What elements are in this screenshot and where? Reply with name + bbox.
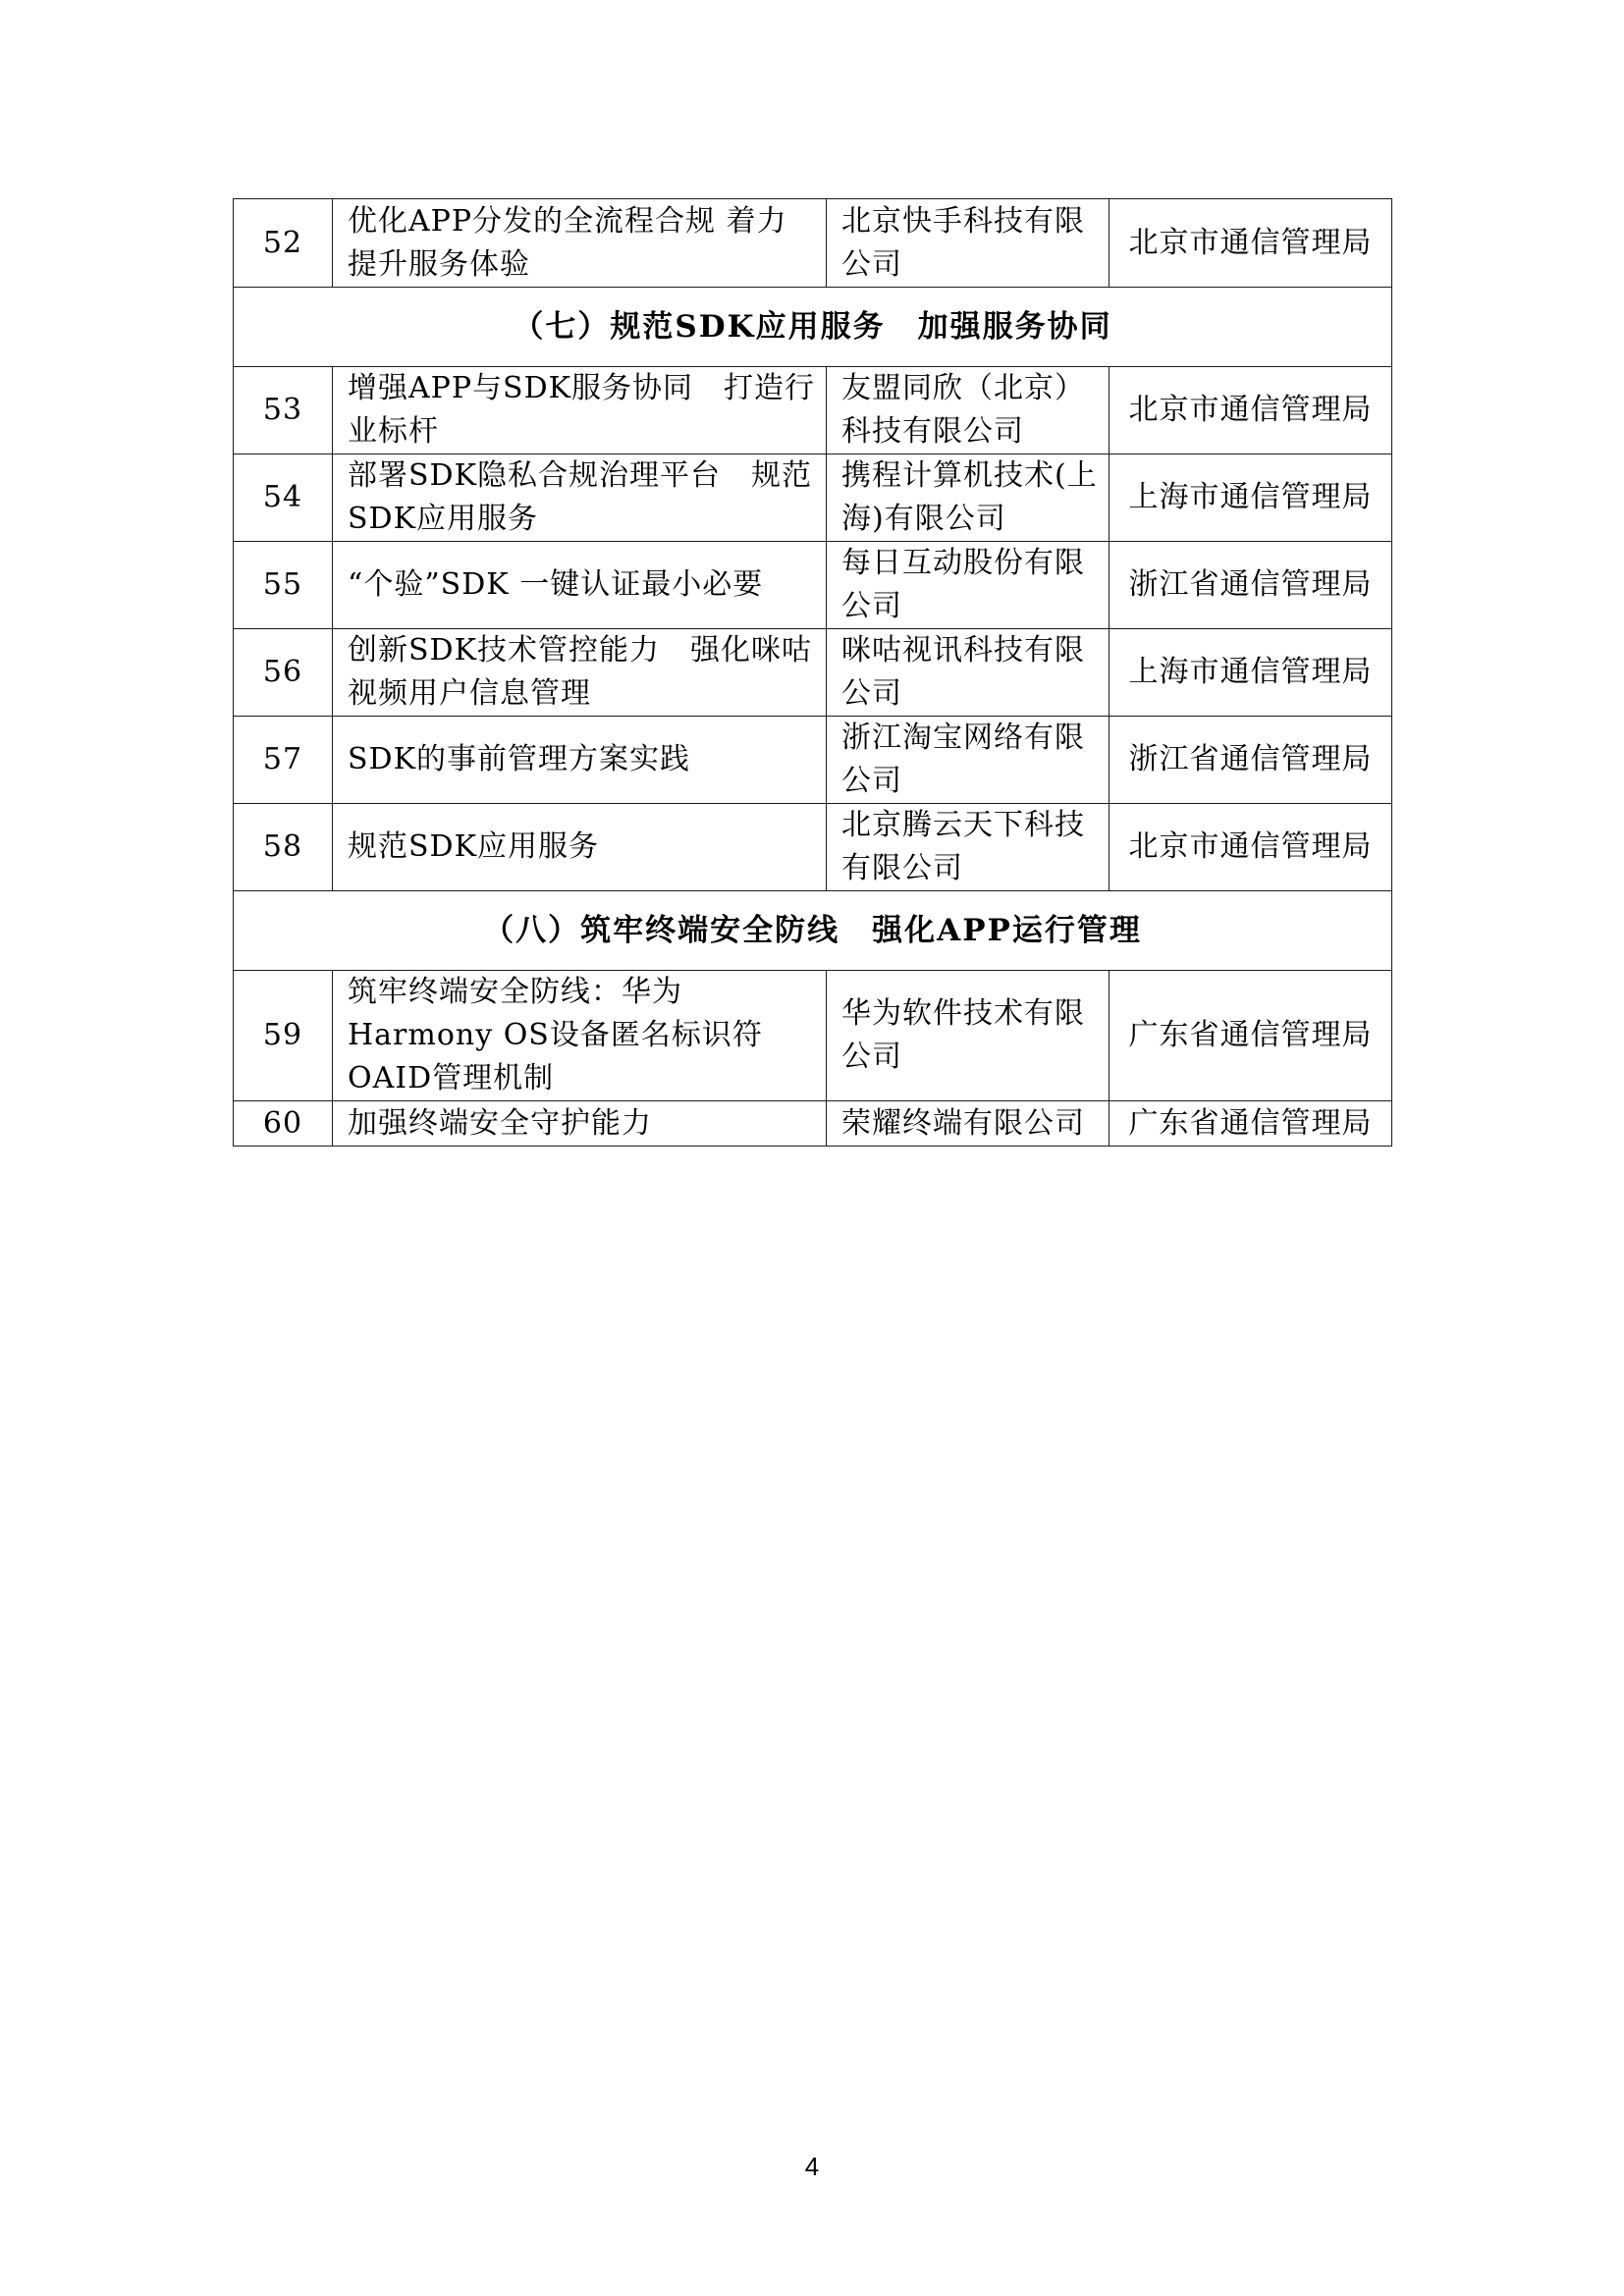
- table-row: [234, 542, 1392, 629]
- table-row: [234, 971, 1392, 1101]
- authority-name: 北京市通信管理局: [1110, 199, 1392, 288]
- project-title: 筑牢终端安全防线：华为Harmony OS设备匿名标识符OAID管理机制: [333, 971, 827, 1101]
- row-number: 58: [234, 804, 333, 891]
- row-number: 54: [234, 454, 333, 542]
- table-row: [234, 454, 1392, 542]
- company-name: 浙江淘宝网络有限公司: [827, 717, 1110, 804]
- row-number: 52: [234, 199, 333, 288]
- project-title: 创新SDK技术管控能力 强化咪咕视频用户信息管理: [333, 629, 827, 717]
- authority-name: 浙江省通信管理局: [1110, 542, 1392, 629]
- table-row: [234, 1101, 1392, 1147]
- company-name: 每日互动股份有限公司: [827, 542, 1110, 629]
- project-title: “个验”SDK 一键认证最小必要: [333, 542, 827, 629]
- table-row: [234, 804, 1392, 891]
- row-number: 60: [234, 1101, 333, 1147]
- authority-name: 广东省通信管理局: [1110, 971, 1392, 1101]
- company-name: 华为软件技术有限公司: [827, 971, 1110, 1101]
- authority-name: 上海市通信管理局: [1110, 629, 1392, 717]
- company-name: 咪咕视讯科技有限公司: [827, 629, 1110, 717]
- row-number: 59: [234, 971, 333, 1101]
- row-number: 57: [234, 717, 333, 804]
- row-number: 56: [234, 629, 333, 717]
- row-number: 55: [234, 542, 333, 629]
- section-header-row: [234, 288, 1392, 367]
- page-number: 4: [804, 2152, 820, 2181]
- authority-name: 上海市通信管理局: [1110, 454, 1392, 542]
- projects-table: [233, 198, 1392, 1147]
- project-title: 增强APP与SDK服务协同 打造行业标杆: [333, 367, 827, 454]
- project-title: SDK的事前管理方案实践: [333, 717, 827, 804]
- row-number: 53: [234, 367, 333, 454]
- table-row: [234, 367, 1392, 454]
- project-title: 加强终端安全守护能力: [333, 1101, 827, 1147]
- company-name: 荣耀终端有限公司: [827, 1101, 1110, 1147]
- authority-name: 广东省通信管理局: [1110, 1101, 1392, 1147]
- company-name: 北京快手科技有限公司: [827, 199, 1110, 288]
- authority-name: 北京市通信管理局: [1110, 367, 1392, 454]
- authority-name: 浙江省通信管理局: [1110, 717, 1392, 804]
- table-row: [234, 717, 1392, 804]
- section-header-row: [234, 891, 1392, 971]
- project-title: 规范SDK应用服务: [333, 804, 827, 891]
- company-name: 携程计算机技术(上海)有限公司: [827, 454, 1110, 542]
- section-heading: （七）规范SDK应用服务 加强服务协同: [234, 288, 1392, 367]
- section-heading: （八）筑牢终端安全防线 强化APP运行管理: [234, 891, 1392, 971]
- authority-name: 北京市通信管理局: [1110, 804, 1392, 891]
- company-name: 友盟同欣（北京）科技有限公司: [827, 367, 1110, 454]
- table-row: [234, 199, 1392, 288]
- company-name: 北京腾云天下科技有限公司: [827, 804, 1110, 891]
- project-title: 部署SDK隐私合规治理平台 规范SDK应用服务: [333, 454, 827, 542]
- table-row: [234, 629, 1392, 717]
- project-title: 优化APP分发的全流程合规 着力提升服务体验: [333, 199, 827, 288]
